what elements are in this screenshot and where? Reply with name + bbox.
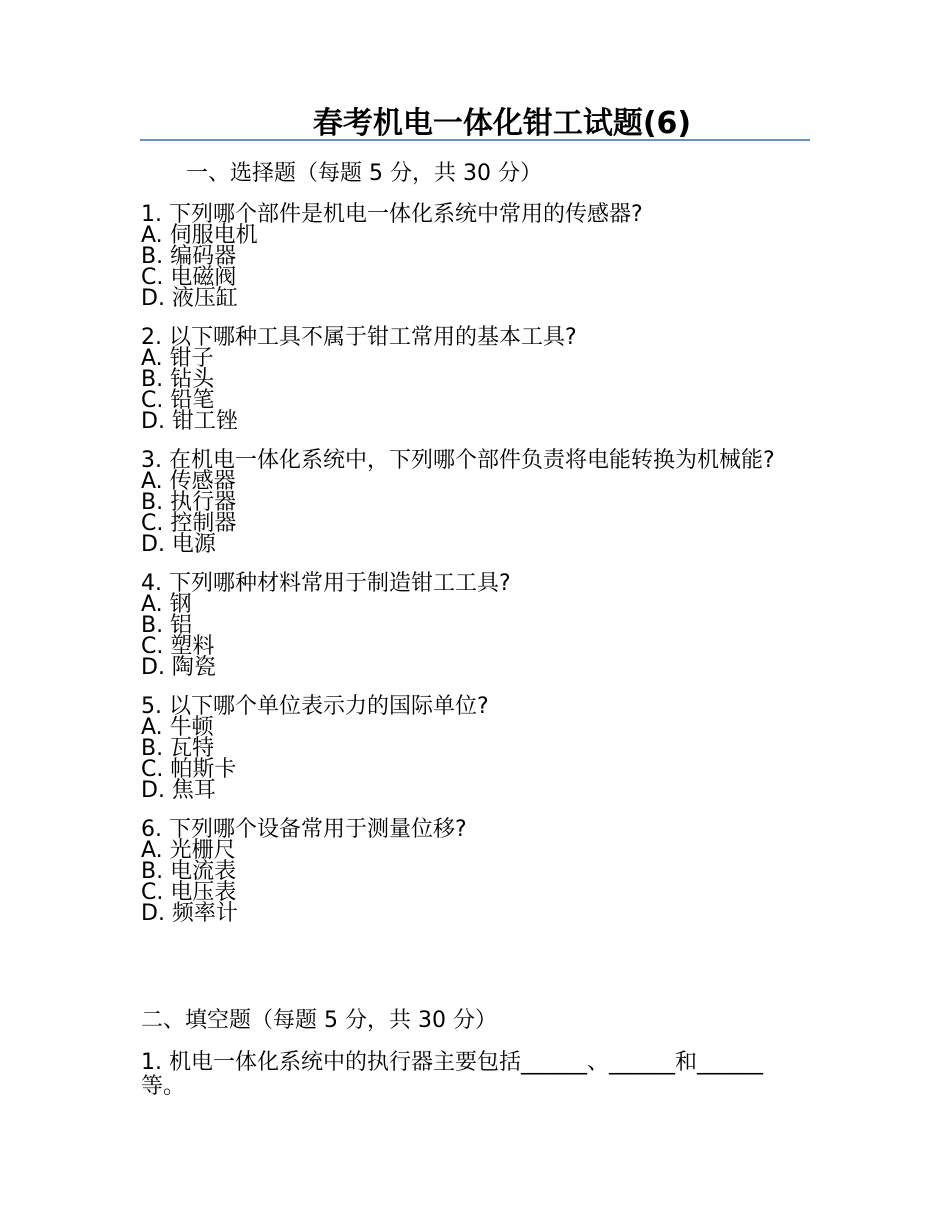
option-d: D. 频率计 bbox=[141, 901, 238, 926]
option-d: D. 电源 bbox=[141, 532, 216, 557]
option-c: C. 电磁阀 bbox=[141, 265, 237, 290]
question-item bbox=[141, 819, 801, 924]
section-heading-fill-in: 二、填空题（每题 5 分，共 30 分） bbox=[141, 1008, 497, 1033]
option-d: D. 陶瓷 bbox=[141, 655, 216, 680]
question-item bbox=[141, 573, 801, 678]
question-item bbox=[141, 696, 801, 801]
option-c: C. 铅笔 bbox=[141, 388, 215, 413]
question-text: 2. 以下哪种工具不属于钳工常用的基本工具? bbox=[141, 325, 577, 350]
option-c: C. 电压表 bbox=[141, 880, 237, 905]
option-a: A. 钢 bbox=[141, 592, 192, 617]
option-b: B. 钻头 bbox=[141, 367, 215, 392]
option-d: D. 钳工锉 bbox=[141, 409, 238, 434]
option-a: A. 光栅尺 bbox=[141, 838, 236, 863]
question-text: 6. 下列哪个设备常用于测量位移? bbox=[141, 817, 467, 842]
question-item bbox=[141, 450, 801, 555]
option-a: A. 牛顿 bbox=[141, 715, 214, 740]
fill-in-question-text: 1. 机电一体化系统中的执行器主要包括______、______和______等。 bbox=[141, 1050, 763, 1099]
question-text: 3. 在机电一体化系统中，下列哪个部件负责将电能转换为机械能? bbox=[141, 448, 775, 473]
question-item bbox=[141, 327, 801, 432]
option-b: B. 执行器 bbox=[141, 490, 237, 515]
document-title: 春考机电一体化钳工试题(6) bbox=[312, 106, 692, 141]
option-c: C. 控制器 bbox=[141, 511, 237, 536]
title-underline bbox=[140, 139, 810, 141]
question-text: 4. 下列哪种材料常用于制造钳工工具? bbox=[141, 571, 511, 596]
option-a: A. 传感器 bbox=[141, 469, 236, 494]
option-d: D. 焦耳 bbox=[141, 778, 216, 803]
question-item bbox=[141, 204, 801, 309]
option-b: B. 铝 bbox=[141, 613, 193, 638]
option-d: D. 液压缸 bbox=[141, 286, 238, 311]
option-c: C. 塑料 bbox=[141, 634, 215, 659]
choice-question-list bbox=[141, 204, 801, 942]
option-a: A. 伺服电机 bbox=[141, 223, 258, 248]
option-c: C. 帕斯卡 bbox=[141, 757, 237, 782]
section-heading-choice: 一、选择题（每题 5 分，共 30 分） bbox=[186, 161, 542, 186]
option-b: B. 瓦特 bbox=[141, 736, 215, 761]
option-a: A. 钳子 bbox=[141, 346, 214, 371]
option-b: B. 电流表 bbox=[141, 859, 237, 884]
option-b: B. 编码器 bbox=[141, 244, 237, 269]
question-text: 5. 以下哪个单位表示力的国际单位? bbox=[141, 694, 489, 719]
question-text: 1. 下列哪个部件是机电一体化系统中常用的传感器? bbox=[141, 202, 643, 227]
